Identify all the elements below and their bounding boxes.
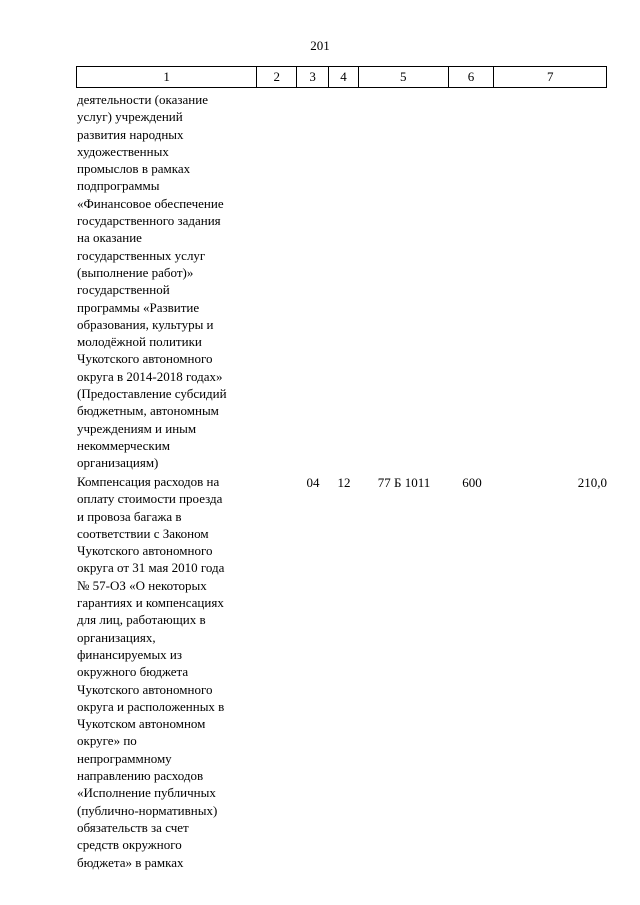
row-description: Компенсация расходов на оплату стоимости проезда и провоза багажа в соответствии с Законом Чукотского автономного округа от 31 мая 2010 года № 57-ОЗ «О некоторых гарантиях и компенсациях для лиц, работающих в организациях, финансируемых из окружного бюджета Чукотского автономного округа и расположенных в Чукотском автономном округе» по непрограммному направлению расходов «Исполнение публичных (публично-нормативных) обязательств за счет средств окружного бюджета» в рамках [77, 474, 225, 870]
table-row [76, 91, 607, 472]
table-row [76, 473, 607, 871]
row-amount: 210,0 [577, 475, 607, 490]
row-section-code [297, 91, 329, 472]
header-cell-4: 4 [329, 67, 359, 87]
row-col2 [257, 473, 297, 871]
row-subsection-code: 12 [337, 475, 351, 490]
row-amount [495, 91, 607, 472]
row-expense-type [449, 91, 495, 472]
row-subsection-code [329, 91, 359, 472]
header-cell-7: 7 [546, 69, 554, 84]
page-number: 201 [310, 38, 330, 53]
header-cell-2: 2 [257, 67, 297, 87]
row-target-code [359, 91, 449, 472]
header-cell-1: 1 [77, 67, 257, 87]
table-header-row [76, 66, 607, 88]
row-description: деятельности (оказание услуг) учреждений развития народных художественных промыслов в рамках подпрограммы «Финансовое обеспечение государственного задания на оказание государственных услуг (выполнение работ)» государственной программы «Развитие образования, культуры и молодёжной политики Чукотского автономного округа в 2014-2018 годах» (Предоставление субсидий бюджетным, автономным учреждениям и иным некоммерческим организациям) [77, 92, 227, 471]
row-expense-type: 600 [462, 475, 482, 490]
row-target-code: 77 Б 1011 [377, 475, 431, 490]
header-cell-6: 6 [449, 67, 495, 87]
row-col2 [257, 91, 297, 472]
row-section-code: 04 [306, 475, 320, 490]
header-cell-3: 3 [297, 67, 329, 87]
header-cell-5: 5 [359, 67, 449, 87]
